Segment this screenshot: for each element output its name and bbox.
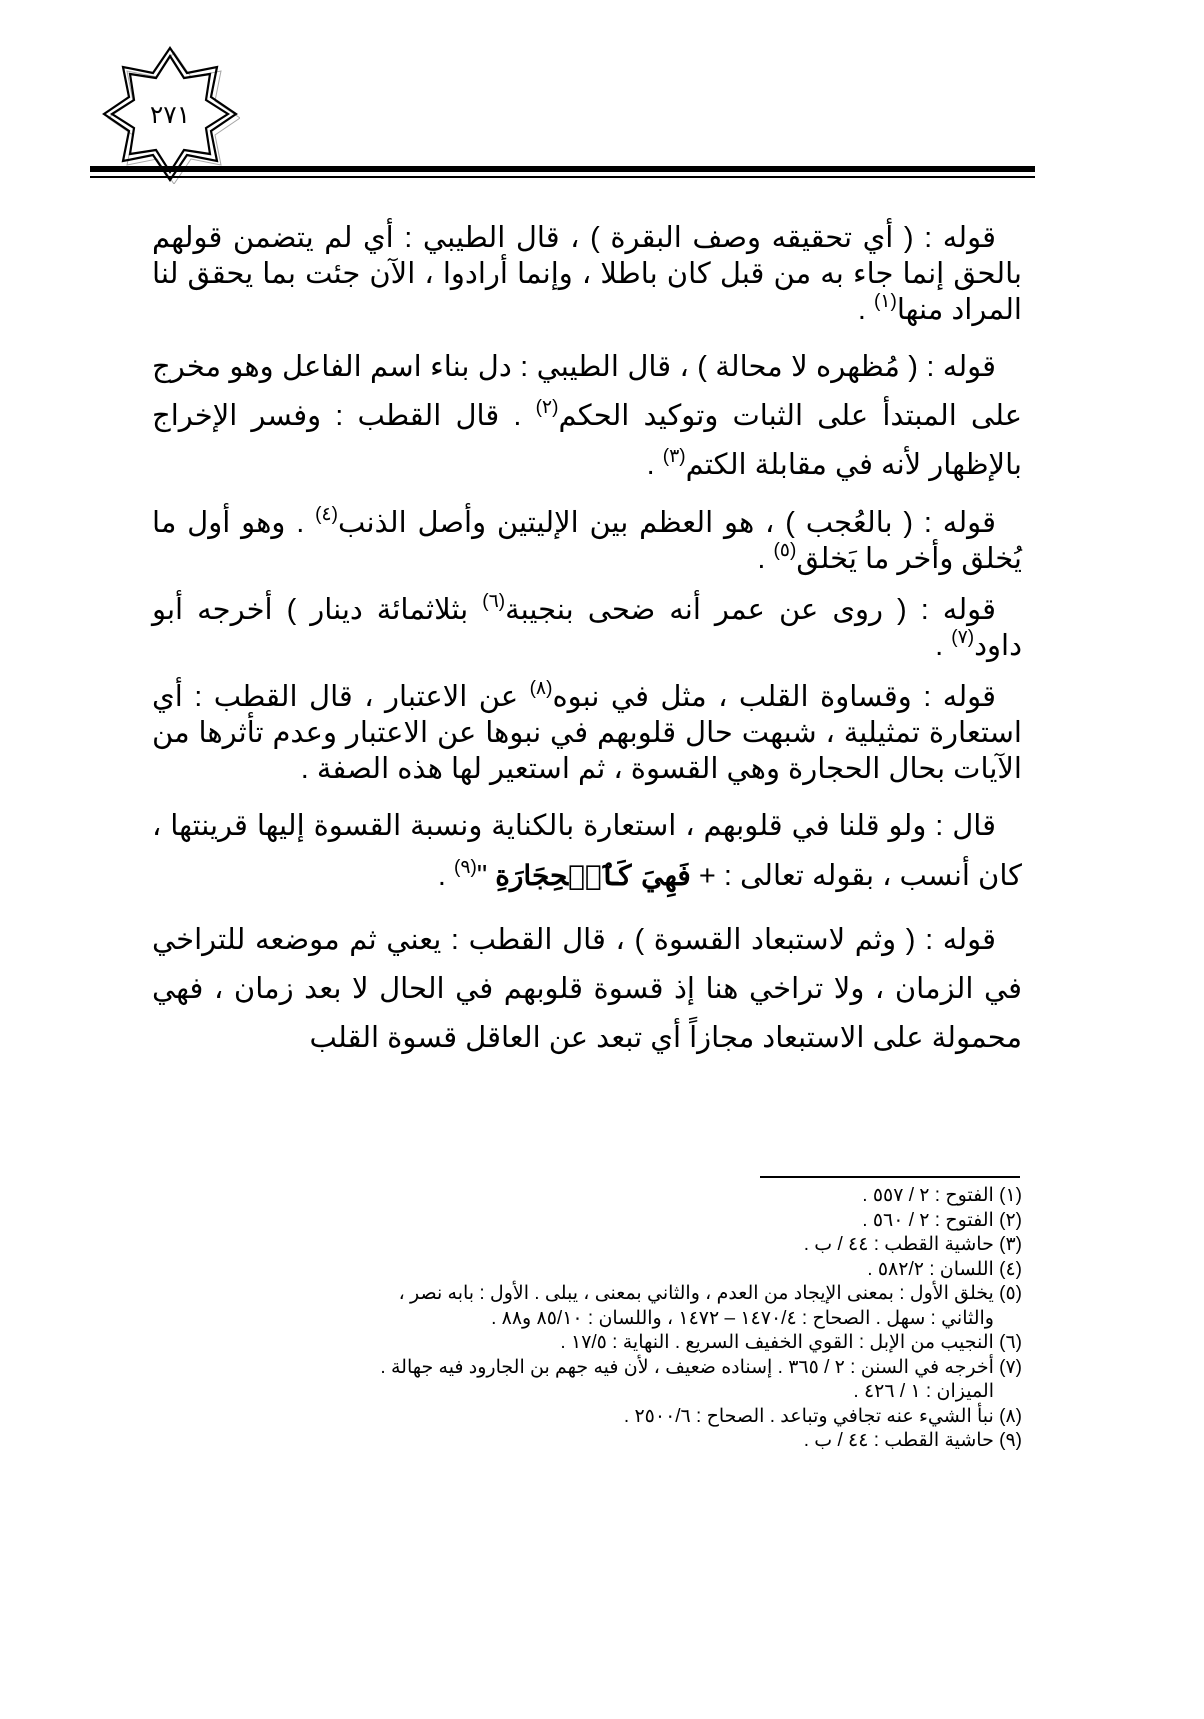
paragraph: قوله : وقساوة القلب ، مثل في نبوه$^{(٨)}$ عن الاعتبار ، قال القطب : أي استعارة تمثيلية ، شبهت حال قلوبهم في نبوها عن الاعتبار وعدم تأثرها من الآيات بحال الحجارة وهي القسوة ، ثم استعير لها هذه الصفة .: [152, 678, 1022, 785]
paragraph: قوله : ( وثم لاستبعاد القسوة ) ، قال القطب : يعني ثم موضعه للتراخي في الزمان ، ولا تراخي هنا إذ قسوة قلوبهم في الحال لا بعد زمان ، فهي محمولة على الاستبعاد مجازاً أي تبعد عن العاقل قسوة القلب: [152, 924, 1022, 1054]
footnote-ref: (٤): [315, 504, 338, 525]
main-text: [152, 220, 1022, 1078]
footnote-ref: (٥): [773, 540, 797, 561]
footnote-ref: (٧): [951, 627, 975, 648]
footnote-ref: (٦): [482, 591, 506, 612]
header-rule-thin: [90, 176, 1035, 178]
footnote: (١) الفتوح : ٢ / ٥٥٧ .: [862, 1185, 1022, 1206]
footnote: (٢) الفتوح : ٢ / ٥٦٠ .: [862, 1209, 1022, 1231]
paragraph: قال : ولو قلنا في قلوبهم ، استعارة بالكناية ونسبة القسوة إليها قرينتها ، كان أنسب ، بقوله تعالى : + فَهِيَ كَٱلۡحِجَارَةِ "$^{(٩)}$ .: [152, 810, 1022, 892]
footnote: (٧) أخرجه في السنن : ٢ / ٣٦٥ . إسناده ضعيف ، لأن فيه جهم بن الجارود فيه جهالة .: [380, 1356, 1022, 1378]
header-rule-thick: [90, 166, 1035, 172]
footnote-ref: (٩): [453, 857, 477, 878]
footnote: (٤) اللسان : ٥٨٢/٢ .: [867, 1258, 1022, 1280]
page-number: ٢٧١: [149, 99, 191, 129]
paragraph: قوله : ( مُظهره لا محالة ) ، قال الطيبي : دل بناء اسم الفاعل وهو مخرج على المبتدأ على الثبات وتوكيد الحكم$^{(٢)}$ . قال القطب : وفسر الإخراج بالإظهار لأنه في مقابلة الكتم$^{(٣)}$ .: [152, 351, 1022, 481]
footnote-ref: (٢): [535, 397, 559, 418]
paragraph: قوله : ( أي تحقيقه وصف البقرة ) ، قال الطيبي : أي لم يتضمن قولهم بالحق إنما جاء به من قبل كان باطلا ، وإنما أرادوا ، الآن جئت بما يحقق لنا المراد منها$^{(١)}$ .: [152, 222, 1022, 326]
footnote-continuation: الميزان : ١ / ٤٢٦ .: [853, 1381, 994, 1402]
footnote-ref: (١): [873, 291, 897, 312]
footnote-ref: (٨): [529, 678, 553, 699]
footnote-ref: (٣): [662, 446, 686, 467]
footnote: (٣) حاشية القطب : ٤٤ / ب .: [803, 1234, 1022, 1255]
footnote-continuation: والثاني : سهل . الصحاح : ١٤٧٠/٤ – ١٤٧٢ ، واللسان : ٨٥/١٠ و٨٨ .: [491, 1307, 994, 1329]
quran-quote: فَهِيَ كَٱلۡحِجَارَةِ: [495, 859, 691, 892]
footnote: (٨) نبأ الشيء عنه تجافي وتباعد . الصحاح : ٢٥٠٠/٦ .: [623, 1405, 1022, 1427]
footnote: (٦) النجيب من الإبل : القوي الخفيف السريع . النهاية : ١٧/٥ .: [560, 1332, 1022, 1353]
footnote-separator: [760, 1176, 1020, 1178]
footnotes: [152, 1184, 1022, 1454]
paragraph: قوله : ( بالعُجب ) ، هو العظم بين الإليتين وأصل الذنب$^{(٤)}$ . وهو أول ما يُخلق وأخر ما يَخلق$^{(٥)}$ .: [152, 504, 1022, 575]
paragraph: قوله : ( روى عن عمر أنه ضحى بنجيبة$^{(٦)}$ بثلاثمائة دينار ) أخرجه أبو داود$^{(٧)}$ .: [152, 591, 1022, 662]
footnote: (٥) يخلق الأول : بمعنى الإيجاد من العدم ، والثاني بمعنى ، يبلى . الأول : بابه نصر ،: [398, 1283, 1022, 1304]
footnote: (٩) حاشية القطب : ٤٤ / ب .: [803, 1430, 1022, 1451]
